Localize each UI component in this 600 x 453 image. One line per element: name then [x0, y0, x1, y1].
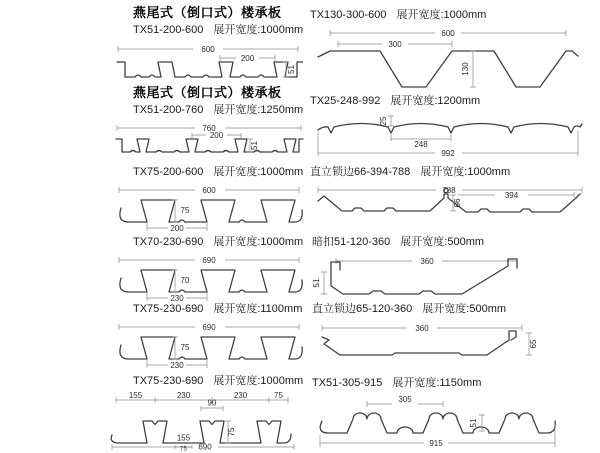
model-code: TX75-230-690	[133, 303, 204, 315]
profile-drawing-seam-65-120-360	[312, 319, 544, 365]
unfold-width: 展开宽度:1000mm	[213, 236, 304, 248]
profile-path	[120, 270, 302, 292]
dim-overall: 360	[415, 324, 429, 334]
dim-seg3: 230	[233, 391, 248, 401]
unfold-width: 展开宽度:500mm	[400, 236, 485, 248]
dim-height: 75	[227, 427, 236, 437]
dim-height: 51	[250, 141, 259, 151]
dim-valley-width: 155	[176, 433, 191, 443]
model-line	[113, 104, 305, 117]
dim-height: 75	[180, 206, 190, 216]
dim-overall: 360	[420, 257, 434, 267]
dim-overall: 600	[202, 186, 216, 196]
dim-pitch: 200	[170, 224, 184, 234]
model-line	[310, 95, 590, 108]
profile-path	[116, 139, 303, 152]
unfold-width: 展开宽度:500mm	[422, 303, 507, 315]
model-line	[113, 236, 303, 249]
dim-pan: 394	[504, 191, 519, 201]
profile-path	[120, 200, 302, 222]
panel-tx51-200-600	[113, 6, 303, 90]
dim-pitch: 200	[209, 131, 224, 141]
profile-drawing-tx70-230-690	[113, 252, 303, 304]
model-code: 暗扣51-120-360	[312, 236, 391, 248]
profile-drawing-seam-66-394-788	[310, 182, 590, 228]
dim-overall: 992	[441, 149, 455, 159]
profile-drawing-tx25-248-992	[310, 111, 590, 159]
dim-height: 51	[287, 65, 296, 75]
dim-height: 25	[379, 116, 388, 126]
unfold-width: 展开宽度:1250mm	[213, 103, 304, 116]
panel-tx70-230-690	[113, 233, 303, 304]
panel-tx75-200-600	[113, 163, 303, 234]
dim-pitch: 305	[398, 395, 412, 405]
dim-height: 65	[529, 339, 538, 349]
profile-path	[320, 413, 555, 433]
profile-path	[111, 421, 291, 443]
dim-pitch: 300	[388, 40, 402, 50]
dim-seg4: 75	[274, 391, 283, 401]
dim-line-height	[172, 200, 178, 222]
dim-height: 75	[180, 343, 190, 353]
dim-overall: 788	[442, 186, 456, 196]
model-code: TX70-230-690	[133, 236, 204, 248]
profile-drawing-tx51-305-915	[312, 393, 558, 453]
model-line	[310, 9, 582, 22]
dim-overall: 600	[441, 29, 455, 39]
dim-overall: 600	[201, 45, 215, 55]
model-code: TX51-200-600	[133, 23, 204, 36]
model-line	[312, 377, 558, 390]
model-line	[310, 166, 590, 179]
dim-height: 130	[461, 62, 470, 76]
dim-line-height	[388, 116, 394, 126]
unfold-width: 展开宽度:1150mm	[392, 377, 482, 389]
model-code: TX51-200-760	[133, 103, 204, 116]
dim-overall: 760	[202, 124, 216, 134]
profile-drawing-tx75-230-690-1100	[113, 319, 303, 371]
model-line	[312, 236, 544, 249]
panel-tx51-200-760	[113, 86, 305, 162]
profile-path	[322, 331, 516, 355]
dim-height: 70	[180, 276, 190, 286]
model-line	[113, 24, 303, 37]
panel-concealed-51-120-360	[312, 233, 544, 302]
model-code: 直立锁边65-120-360	[312, 303, 413, 315]
dim-overall: 690	[202, 256, 216, 266]
model-code: TX75-230-690	[133, 375, 204, 387]
dim-small: 75	[180, 446, 187, 452]
unfold-width: 展开宽度:1000mm	[396, 9, 487, 21]
dim-height: 51	[312, 278, 321, 288]
panel-tx130-300-600	[310, 6, 582, 93]
dim-line-height	[479, 415, 485, 431]
profile-path	[318, 51, 578, 87]
profile-drawing-tx51-200-600	[113, 40, 303, 90]
model-code: TX130-300-600	[310, 9, 387, 21]
panel-tx25-248-992	[310, 92, 590, 159]
dim-pitch: 230	[170, 294, 184, 304]
profile-path	[120, 337, 302, 359]
dim-seg1: 155	[128, 391, 143, 401]
model-code: TX25-248-992	[310, 95, 381, 107]
section-title: 燕尾式（倒口式）楼承板	[133, 5, 282, 20]
section-title: 燕尾式（倒口式）楼承板	[133, 85, 282, 100]
profile-path	[318, 124, 582, 134]
dim-seg2: 230	[176, 391, 191, 401]
profile-drawing-tx75-230-690-1000	[106, 391, 306, 451]
profile-drawing-tx130-300-600	[310, 25, 582, 93]
dim-line-height	[172, 337, 178, 359]
dim-pitch: 248	[414, 140, 428, 150]
dim-pitch: 230	[170, 361, 184, 371]
dim-line-height	[321, 272, 327, 294]
unfold-width: 展开宽度:1000mm	[213, 23, 304, 36]
dim-pitch: 200	[240, 54, 255, 64]
dim-height: 51	[469, 418, 478, 428]
dim-height: 66	[453, 198, 462, 208]
unfold-width: 展开宽度:1100mm	[213, 303, 303, 315]
panel-seam-65-120-360	[312, 300, 544, 365]
dim-line-height	[470, 51, 476, 87]
unfold-width: 展开宽度:1000mm	[420, 166, 511, 178]
model-line	[312, 303, 544, 316]
dim-overall: 690	[198, 442, 212, 452]
dim-line-height	[172, 270, 178, 292]
model-line	[113, 166, 303, 179]
panel-tx75-230-690-1100	[113, 300, 303, 371]
panel-seam-66-394-788	[310, 163, 590, 228]
model-code: TX51-305-915	[312, 377, 383, 389]
panel-tx75-230-690-1000	[106, 372, 306, 451]
unfold-width: 展开宽度:1000mm	[213, 375, 304, 387]
unfold-width: 展开宽度:1000mm	[213, 166, 304, 178]
panel-tx51-305-915	[312, 374, 558, 453]
dim-overall: 690	[202, 323, 216, 333]
model-line	[113, 303, 303, 316]
model-code: TX75-200-600	[133, 166, 204, 178]
profile-drawing-concealed-51-120-360	[312, 252, 544, 302]
dim-top-width: 90	[207, 398, 217, 408]
profile-drawing-tx51-200-760	[113, 120, 305, 162]
profile-path	[117, 62, 303, 77]
unfold-width: 展开宽度:1200mm	[390, 95, 481, 107]
model-line	[106, 375, 306, 388]
profile-path	[318, 194, 580, 212]
model-code: 直立锁边66-394-788	[310, 166, 411, 178]
dim-overall: 915	[429, 439, 443, 449]
profile-drawing-tx75-200-600	[113, 182, 303, 234]
